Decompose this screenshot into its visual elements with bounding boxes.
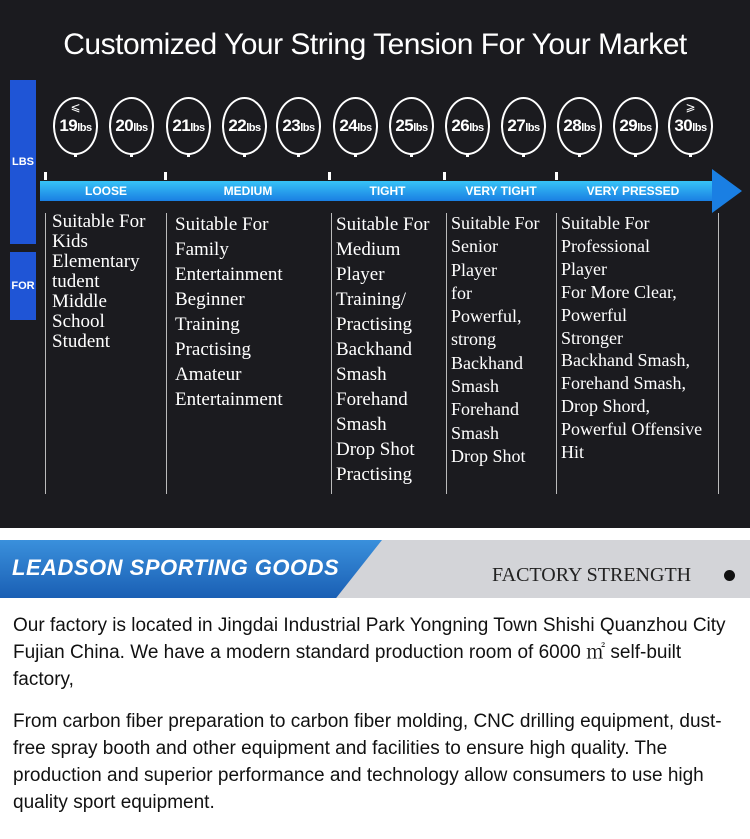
description-very-tight: Suitable For Senior Player for Powerful, strong Backhand Smash Forehand Smash Drop Shot <box>451 213 540 466</box>
zone-loose: LOOSE <box>84 184 127 198</box>
column-divider <box>556 213 557 494</box>
bullet-dot-icon <box>724 570 735 581</box>
racket-icon <box>501 97 546 157</box>
tension-unit: lbs <box>246 122 261 134</box>
tension-value: 22 <box>228 116 247 135</box>
tension-value: 25 <box>395 116 414 135</box>
tension-value: 24 <box>339 116 358 135</box>
tension-value: 28 <box>563 116 582 135</box>
column-divider <box>331 213 332 494</box>
tension-unit: lbs <box>692 122 707 134</box>
racket-icon <box>166 97 211 157</box>
tension-unit: lbs <box>581 122 596 134</box>
description-loose: Suitable For Kids Elementary tudent Middle School Student <box>52 211 146 352</box>
racket-icon <box>613 97 658 157</box>
racket-icon <box>557 97 602 157</box>
factory-paragraph-1: Our factory is located in Jingdai Industrial Park Yongning Town Shishi Quanzhou City Fujian China. We have a modern standard production room of 6000 ㎡ self-built factory, <box>13 615 726 690</box>
zone-very-pressed: VERY PRESSED <box>586 184 680 198</box>
racket-icon <box>53 97 98 157</box>
racket-icon <box>389 97 434 157</box>
scale-tick <box>164 172 167 180</box>
column-divider <box>718 213 719 494</box>
tension-unit: lbs <box>525 122 540 134</box>
racket-icon <box>276 97 321 157</box>
tension-value: 30 <box>674 116 693 135</box>
scale-tick <box>328 172 331 180</box>
description-tight: Suitable For Medium Player Training/ Practising Backhand Smash Forehand Smash Drop Shot Practising <box>336 214 430 485</box>
tension-unit: lbs <box>77 122 92 134</box>
brand-name: LEADSON SPORTING GOODS <box>12 555 340 580</box>
page-title: Customized Your String Tension For Your Market <box>63 28 687 61</box>
racket-icon <box>109 97 154 157</box>
racket-icon <box>222 97 267 157</box>
tension-unit: lbs <box>133 122 148 134</box>
tension-unit: lbs <box>300 122 315 134</box>
description-very-pressed: Suitable For Professional Player For More Clear, Powerful Stronger Backhand Smash, Forehand Smash, Drop Shord, Powerful Offensive Hit <box>561 213 703 463</box>
lte-mark: ⩽ <box>70 100 81 114</box>
tension-value: 27 <box>507 116 526 135</box>
section-heading: FACTORY STRENGTH <box>492 564 692 586</box>
racket-icon <box>668 97 713 157</box>
gte-mark: ⩾ <box>685 100 696 114</box>
arrow-head-icon <box>712 169 742 213</box>
tension-unit: lbs <box>469 122 484 134</box>
lbs-label: LBS <box>10 80 36 244</box>
zone-medium: MEDIUM <box>223 184 273 198</box>
scale-tick <box>44 172 47 180</box>
tension-value: 19 <box>59 116 78 135</box>
column-divider <box>166 213 167 494</box>
tension-value: 21 <box>172 116 191 135</box>
zone-very-tight: VERY TIGHT <box>465 184 537 198</box>
zone-tight: TIGHT <box>369 184 406 198</box>
tension-value: 29 <box>619 116 638 135</box>
tension-unit: lbs <box>357 122 372 134</box>
tension-unit: lbs <box>637 122 652 134</box>
tension-value: 20 <box>115 116 134 135</box>
for-label: FOR <box>10 252 36 320</box>
description-medium: Suitable For Family Entertainment Beginner Training Practising Amateur Entertainment <box>175 214 283 410</box>
column-divider <box>446 213 447 494</box>
tension-unit: lbs <box>413 122 428 134</box>
racket-icon <box>333 97 378 157</box>
column-divider <box>45 213 46 494</box>
tension-unit: lbs <box>190 122 205 134</box>
scale-tick <box>443 172 446 180</box>
tension-value: 23 <box>282 116 301 135</box>
scale-tick <box>555 172 558 180</box>
factory-paragraph-2: From carbon fiber preparation to carbon fiber molding, CNC drilling equipment, dust-free spray booth and other equipment and facilities to ensure high quality. The production and superior performance and technology allow consumers to use high quality sport equipment. <box>13 711 722 813</box>
tension-value: 26 <box>451 116 470 135</box>
racket-icon <box>445 97 490 157</box>
